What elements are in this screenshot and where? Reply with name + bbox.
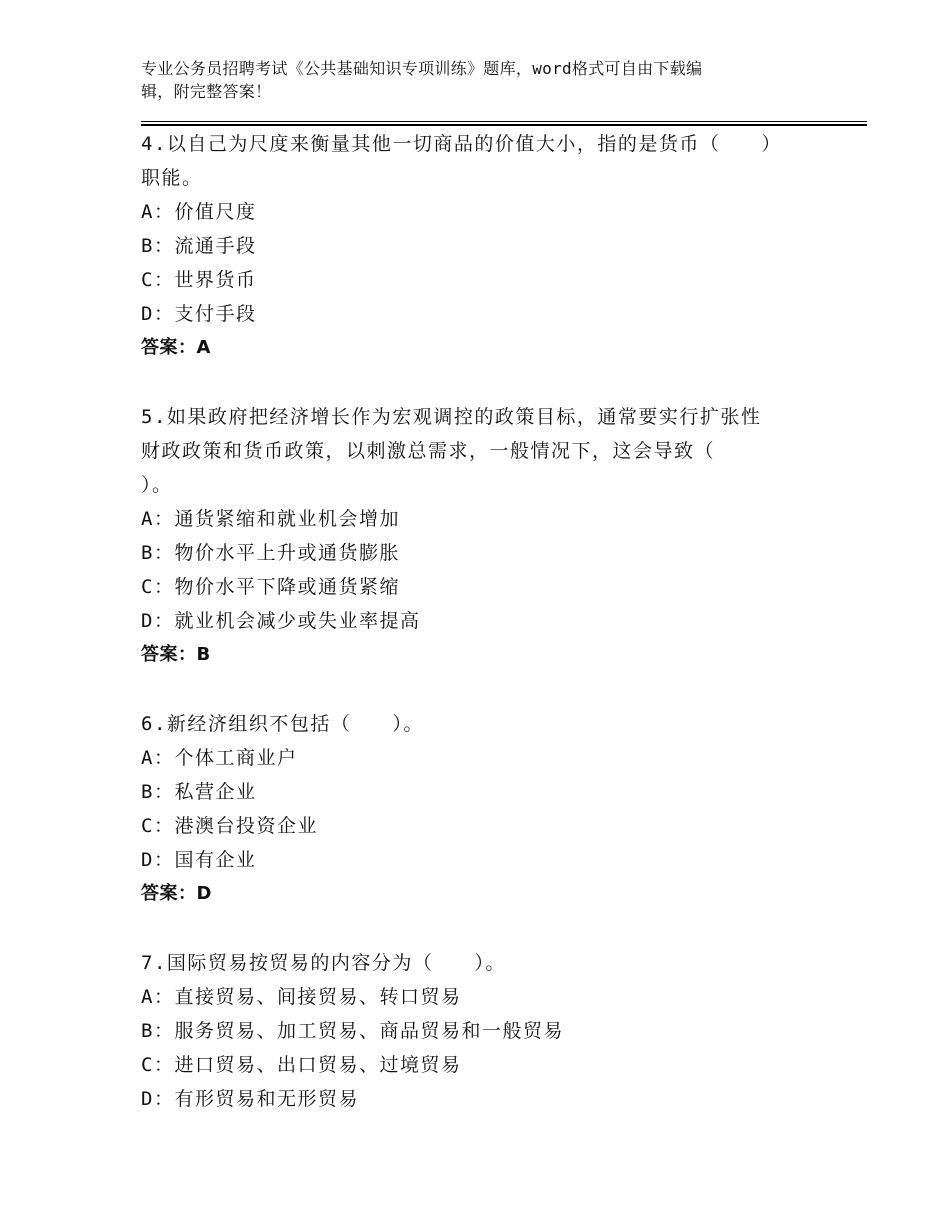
question-stem-line: ）。 bbox=[141, 474, 173, 496]
answer-label: 答案：A bbox=[141, 337, 211, 358]
question-7 bbox=[141, 946, 821, 1116]
option-c: C：进口贸易、出口贸易、过境贸易 bbox=[141, 1054, 462, 1076]
question-stem-line: 5.如果政府把经济增长作为宏观调控的政策目标，通常要实行扩张性 bbox=[141, 406, 762, 428]
option-a: A：通货紧缩和就业机会增加 bbox=[141, 508, 400, 530]
option-b: B：物价水平上升或通货膨胀 bbox=[141, 542, 400, 564]
question-stem-line: 职能。 bbox=[141, 167, 203, 189]
spacer bbox=[141, 911, 821, 946]
option-b: B：服务贸易、加工贸易、商品贸易和一般贸易 bbox=[141, 1020, 564, 1042]
answer-label: 答案：D bbox=[141, 883, 212, 904]
question-list bbox=[141, 127, 821, 1116]
spacer bbox=[141, 672, 821, 707]
option-d: D：就业机会减少或失业率提高 bbox=[141, 610, 421, 632]
option-a: A：个体工商业户 bbox=[141, 747, 298, 769]
question-stem-line: 6.新经济组织不包括（ ）。 bbox=[141, 713, 424, 735]
option-c: C：港澳台投资企业 bbox=[141, 815, 318, 837]
option-b: B：私营企业 bbox=[141, 781, 257, 803]
option-b: B：流通手段 bbox=[141, 235, 257, 257]
header-line-1: 专业公务员招聘考试《公共基础知识专项训练》题库，word格式可自由下载编 bbox=[141, 59, 703, 78]
option-d: D：有形贸易和无形贸易 bbox=[141, 1088, 359, 1110]
header-line-2: 辑，附完整答案！ bbox=[141, 82, 272, 101]
answer-label: 答案：B bbox=[141, 644, 211, 665]
header-rule-thin bbox=[141, 121, 867, 122]
header-rule-thick bbox=[141, 124, 867, 126]
question-4 bbox=[141, 127, 821, 365]
question-5 bbox=[141, 400, 821, 672]
question-stem-line: 4.以自己为尺度来衡量其他一切商品的价值大小，指的是货币（ ） bbox=[141, 133, 782, 155]
option-d: D：国有企业 bbox=[141, 849, 257, 871]
option-a: A：价值尺度 bbox=[141, 201, 257, 223]
option-d: D：支付手段 bbox=[141, 303, 257, 325]
option-a: A：直接贸易、间接贸易、转口贸易 bbox=[141, 986, 462, 1008]
document-header bbox=[141, 57, 801, 103]
option-c: C：世界货币 bbox=[141, 269, 257, 291]
question-6 bbox=[141, 707, 821, 911]
option-c: C：物价水平下降或通货紧缩 bbox=[141, 576, 400, 598]
question-stem-line: 财政政策和货币政策，以刺激总需求，一般情况下，这会导致（ bbox=[141, 440, 716, 462]
spacer bbox=[141, 365, 821, 400]
question-stem-line: 7.国际贸易按贸易的内容分为（ ）。 bbox=[141, 952, 506, 974]
